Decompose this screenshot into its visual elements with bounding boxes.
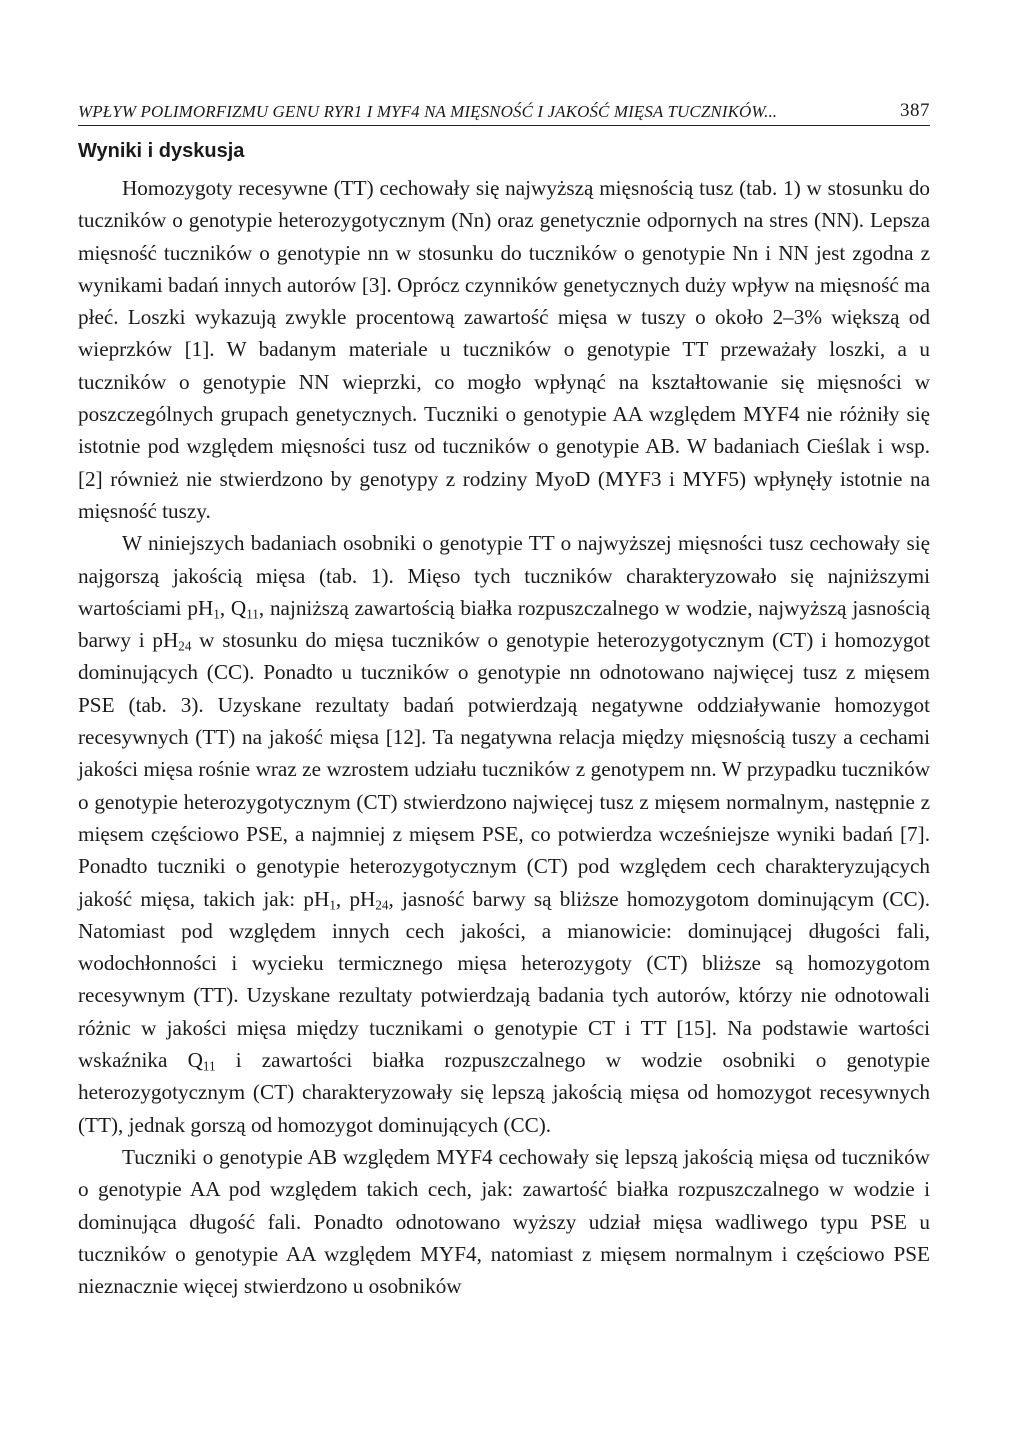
paragraph-text: , pH — [335, 886, 376, 911]
paragraph-text: , jasność barwy są bliższe homozygotom dominującym (CC). Natomiast pod względem innych cech jakości, a mianowicie: dominującej długości fali, wodochłonności i wycieku termicznego mięsa heterozygoty (CT) bliższe są homozygotom recesywnym (TT). Uzyskane rezultaty potwierdzają badania tych autorów, którzy nie odnotowali różnic w jakości mięsa między tucznikami o genotypie CT i TT [15]. Na podstawie wartości wskaźnika Q — [78, 886, 930, 1073]
running-header — [78, 96, 930, 126]
subscript: 1 — [329, 896, 336, 912]
subscript: 24 — [375, 896, 389, 912]
running-title: WPŁYW POLIMORFIZMU GENU RYR1 I MYF4 NA MIĘSNOŚĆ I JAKOŚĆ MIĘSA TUCZNIKÓW... — [78, 102, 778, 121]
paragraph-1 — [78, 172, 930, 527]
paragraph-text: i zawartości białka rozpuszczalnego w wodzie osobniki o genotypie heterozygotycznym (CT) charakteryzowały się lepszą jakością mięsa od homozygot recesywnych (TT), jednak gorszą od homozygot dominujących (CC). — [78, 1048, 930, 1137]
paragraph-text: Homozygoty recesywne (TT) cechowały się najwyższą mięsnością tusz (tab. 1) w stosunku do tuczników o genotypie heterozygotycznym (Nn) oraz genetycznie odpornych na stres (NN). Lepsza mięsność tuczników o genotypie nn w stosunku do tuczników o genotypie Nn i NN jest zgodna z wynikami badań innych autorów [3]. Oprócz czynników genetycznych duży wpływ na mięsność ma płeć. Loszki wykazują zwykle procentową zawartość mięsa w tuszy o około 2–3% większą od wieprzków [1]. W badanym materiale u tuczników o genotypie TT przeważały loszki, a u tuczników o genotypie NN wieprzki, co mogło wpłynąć na kształtowanie się mięsności w poszczególnych grupach genetycznych. Tuczniki o genotypie AA względem MYF4 nie różniły się istotnie pod względem mięsności tusz od tuczników o genotypie AB. W badaniach Cieślak i wsp. [2] również nie stwierdzono by genotypy z rodziny MyoD (MYF3 i MYF5) wpłynęły istotnie na mięsność tuszy. — [78, 176, 930, 523]
paragraph-3 — [78, 1141, 930, 1302]
subscript: 11 — [202, 1058, 216, 1074]
section-heading: Wyniki i dyskusja — [78, 140, 245, 162]
document-page — [78, 96, 930, 1302]
paragraph-text: Tuczniki o genotypie AB względem MYF4 cechowały się lepszą jakością mięsa od tuczników o genotypie AA pod względem takich cech, jak: zawartość białka rozpuszczalnego w wodzie i dominująca długość fali. Ponadto odnotowano wyższy udział mięsa wadliwego typu PSE u tuczników o genotypie AA względem MYF4, natomiast z mięsem normalnym i częściowo PSE nieznacznie więcej stwierdzono u osobników — [78, 1144, 930, 1299]
paragraph-2 — [78, 527, 930, 1141]
body-text — [78, 172, 930, 1302]
subscript: 11 — [246, 606, 259, 622]
paragraph-text: , Q — [219, 595, 247, 620]
paragraph-text: W niniejszych badaniach osobniki o genotypie TT o najwyższej mięsności tusz cechowały się najgorszą jakością mięsa (tab. 1). Mięso tych tuczników charakteryzowało się najniższymi wartościami pH — [78, 531, 930, 620]
paragraph-text: w stosunku do mięsa tuczników o genotypie heterozygotycznym (CT) i homozygot dominujących (CC). Ponadto u tuczników o genotypie nn odnotowano najwięcej tusz z mięsem PSE (tab. 3). Uzyskane rezultaty badań potwierdzają negatywne oddziaływanie homozygot recesywnych (TT) na jakość mięsa [12]. Ta negatywna relacja między mięsnością tuszy a cechami jakości mięsa rośnie wraz ze wzrostem udziału tuczników z genotypem nn. W przypadku tuczników o genotypie heterozygotycznym (CT) stwierdzono najwięcej tusz z mięsem normalnym, następnie z mięsem częściowo PSE, a najmniej z mięsem PSE, co potwierdza wcześniejsze wyniki badań [7]. Ponadto tuczniki o genotypie heterozygotycznym (CT) pod względem cech charakteryzujących jakość mięsa, takich jak: pH — [78, 628, 931, 911]
paragraph-text: , najniższą zawartością białka rozpuszczalnego w wodzie, najwyższą jasnością barwy i pH — [78, 595, 930, 653]
subscript: 1 — [213, 606, 220, 622]
page-number: 387 — [900, 100, 930, 121]
subscript: 24 — [178, 638, 192, 654]
